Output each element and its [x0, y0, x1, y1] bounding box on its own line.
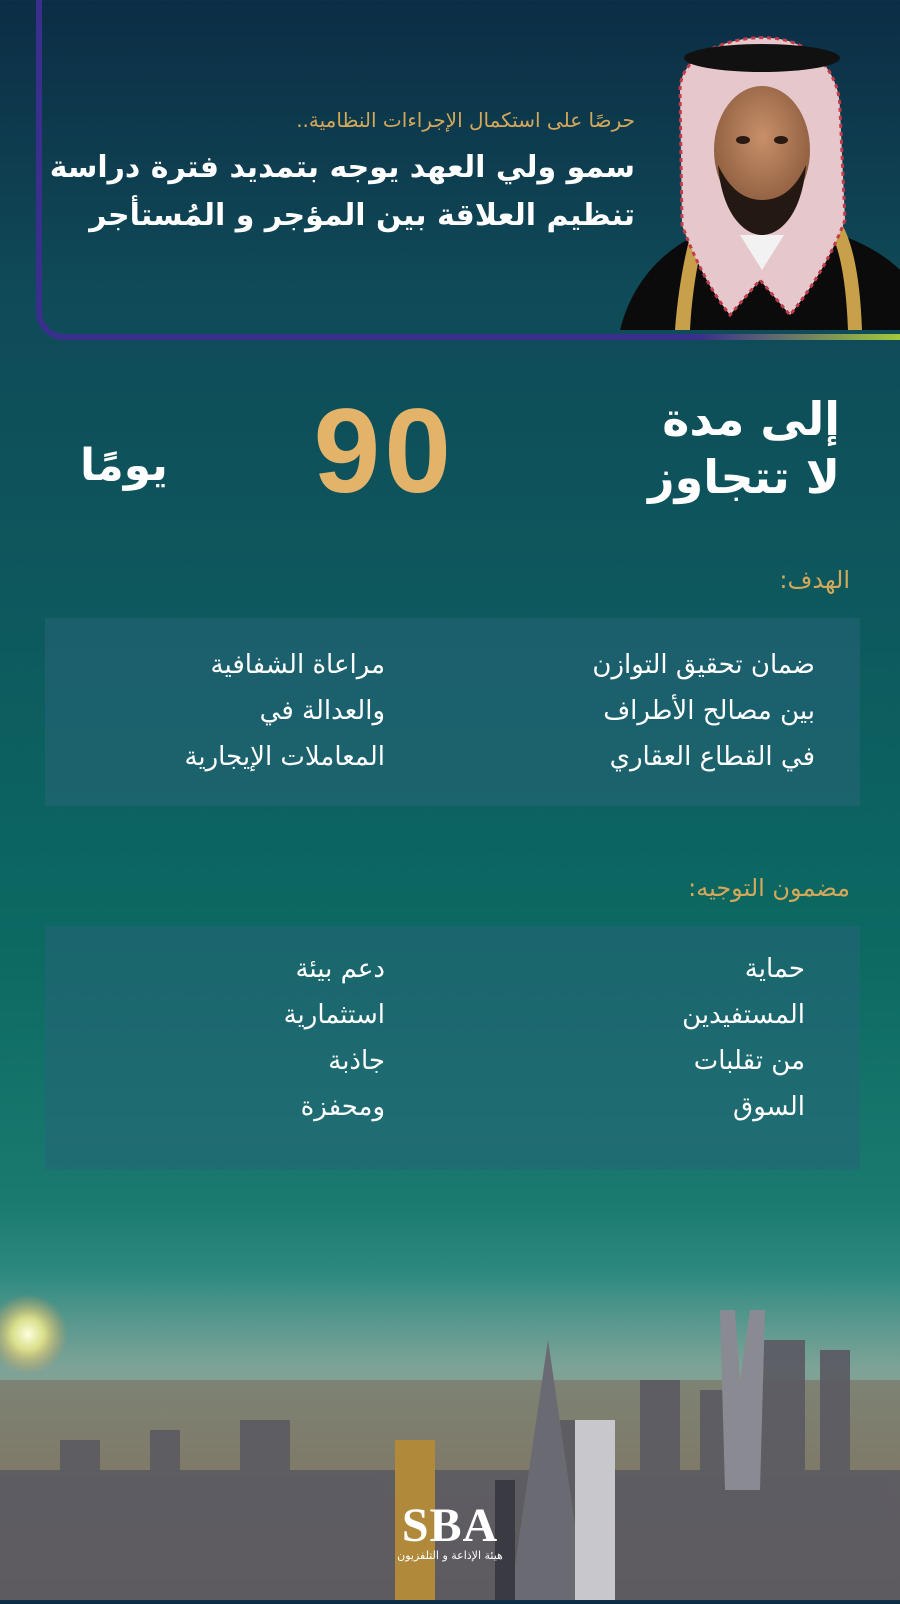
- directive-card: [45, 926, 860, 1170]
- headline-line-1: سمو ولي العهد يوجه بتمديد فترة دراسة: [49, 150, 635, 185]
- directive-title: مضمون التوجيه:: [688, 874, 850, 902]
- goal-title: الهدف:: [779, 566, 850, 594]
- duration-number: 90: [313, 384, 455, 518]
- goal-left-line: والعدالة في: [259, 696, 385, 726]
- duration-line-1: إلى مدة: [662, 392, 840, 446]
- directive-left-line: دعم بيئة: [295, 954, 385, 984]
- directive-left-line: جاذبة: [328, 1046, 385, 1076]
- goal-left-line: مراعاة الشفافية: [210, 650, 385, 680]
- sba-logo: [0, 1498, 900, 1562]
- logo-subtitle: هيئة الإذاعة و التلفزيون: [397, 1549, 503, 1562]
- goal-card: [45, 618, 860, 806]
- crown-prince-portrait: [600, 30, 900, 330]
- header-headline: [50, 144, 635, 240]
- goal-right-line: بين مصالح الأطراف: [603, 696, 815, 726]
- directive-right-line: حماية: [744, 954, 805, 984]
- duration-unit: يومًا: [80, 440, 168, 491]
- goal-right-line: ضمان تحقيق التوازن: [592, 650, 815, 680]
- directive-right-line: من تقلبات: [693, 1046, 805, 1076]
- directive-left-line: ومحفزة: [300, 1092, 385, 1122]
- goal-right-line: في القطاع العقاري: [609, 742, 815, 772]
- goal-column-left: [184, 642, 385, 780]
- duration-text: [648, 390, 840, 506]
- logo-name: SBA: [401, 1499, 499, 1552]
- header-kicker: حرصًا على استكمال الإجراءات النظامية..: [296, 108, 635, 132]
- directive-column-right: [682, 946, 805, 1130]
- duration-highlight: [70, 384, 840, 518]
- directive-left-line: استثمارية: [283, 1000, 385, 1030]
- directive-right-line: المستفيدين: [682, 1000, 805, 1030]
- directive-column-left: [284, 946, 385, 1130]
- directive-right-line: السوق: [733, 1092, 805, 1122]
- goal-column-right: [592, 642, 815, 780]
- headline-line-2: تنظيم العلاقة بين المؤجر و المُستأجر: [89, 198, 635, 233]
- goal-left-line: المعاملات الإيجارية: [184, 742, 385, 772]
- duration-line-2: لا تتجاوز: [648, 450, 840, 504]
- header-text: [50, 108, 635, 240]
